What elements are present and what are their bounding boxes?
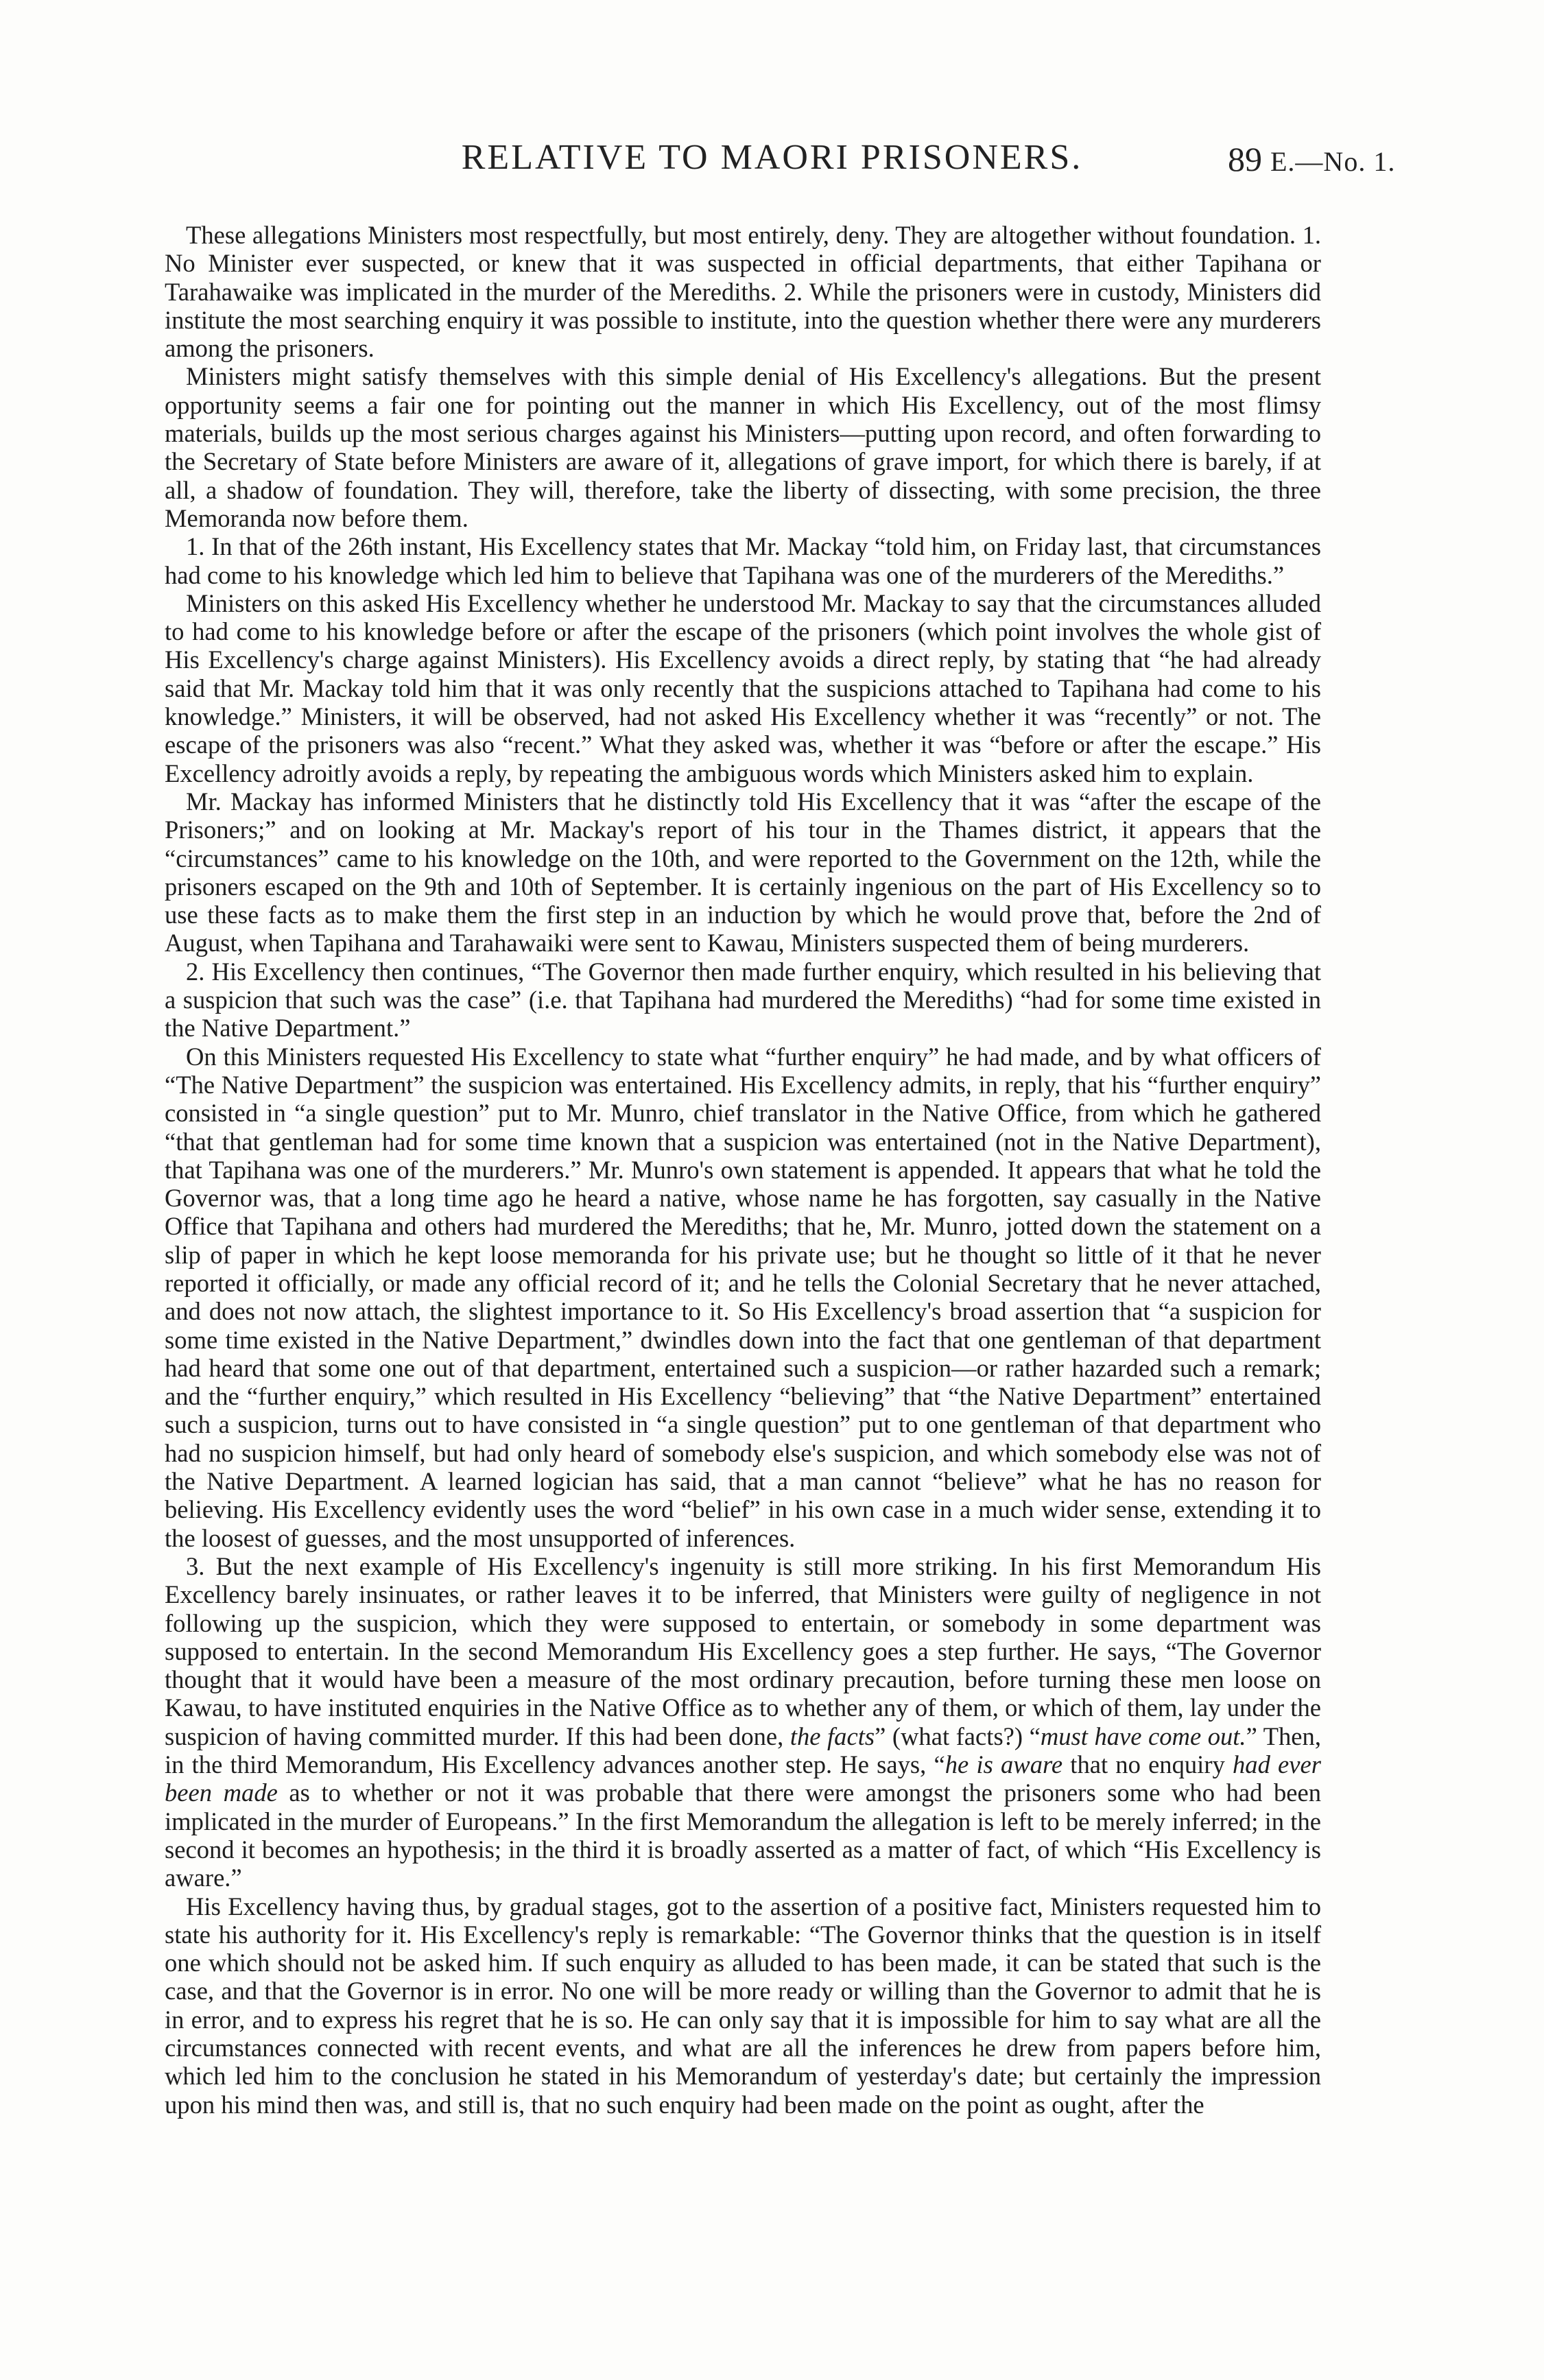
body-text — [165, 221, 1321, 2119]
paragraph — [165, 362, 1321, 532]
paragraph — [165, 787, 1321, 957]
text-run: Ministers on this asked His Excellency whether he understood Mr. Mackay to say that the circumstances alluded to had come to his knowledge before or after the escape of the prisoners (which point involves the whole gist of His Excellency's charge against Ministers). His Excellency avoids a direct reply, by stating that “he had already said that Mr. Mackay told him that it was only recently that the suspicions attached to Tapihana had come to his knowledge.” Ministers, it will be observed, had not asked His Excellency whether it was “recently” or not. The escape of the prisoners was also “recent.” What they asked was, whether it was “before or after the escape.” His Excellency adroitly avoids a reply, by repeating the ambiguous words which Ministers asked him to explain. — [165, 588, 1321, 787]
italic-text: he is aware — [945, 1750, 1063, 1779]
text-run: Ministers might satisfy themselves with this simple denial of His Excellency's allegations. But the present opportunity seems a fair one for pointing out the manner in which His Excellency, out of the most flimsy materials, builds up the most serious charges against his Ministers—putting upon record, and often forwarding to the Secretary of State before Ministers are aware of it, allegations of grave import, for which there is barely, if at all, a shadow of foundation. They will, therefore, take the liberty of dissecting, with some precision, the three Memoranda now before them. — [165, 362, 1321, 532]
paragraph — [165, 1043, 1321, 1552]
text-run: 1. In that of the 26th instant, His Excellency states that Mr. Mackay “told him, on Friday last, that circumstances had come to his knowledge which led him to believe that Tapihana was one of the murderers of the Merediths.” — [165, 532, 1321, 589]
text-run: as to whether or not it was probable that there were amongst the prisoners some who had been implicated in the murder of Europeans.” In the first Memorandum the allegation is left to be merely inferred; in the second it becomes an hypothesis; in the third it is broadly asserted as a matter of fact, of which “His Excellency is aware.” — [165, 1778, 1322, 1892]
page-number: 89 — [1228, 140, 1262, 178]
italic-text: must have come out. — [1040, 1722, 1246, 1750]
text-run: Mr. Mackay has informed Ministers that he distinctly told His Excellency that it was “after the escape of the Prisoners;” and on looking at Mr. Mackay's report of his tour in the Thames district, it appears that the “circumstances” came to his knowledge on the 10th, and were reported to the Government on the 12th, while the prisoners escaped on the 9th and 10th of September. It is certainly ingenious on the part of His Excellency so to use these facts as to make them the first step in an induction by which he would prove that, before the 2nd of August, when Tapihana and Tarahawaiki were sent to Kawau, Ministers suspected them of being murderers. — [165, 787, 1321, 957]
text-run: These allegations Ministers most respectfully, but most entirely, deny. They are altogether without foundation. 1. No Minister ever suspected, or knew that it was suspected in official departments, that either Tapihana or Tarahawaike was implicated in the murder of the Merediths. 2. While the prisoners were in custody, Ministers did institute the most searching enquiry it was possible to institute, into the question whether there were any murderers among the prisoners. — [165, 221, 1321, 363]
page-reference — [1228, 139, 1395, 179]
paragraph — [165, 589, 1321, 787]
text-run: His Excellency having thus, by gradual stages, got to the assertion of a positive fact, Ministers requested him to state his authority for it. His Excellency's reply is remarkable: “The Governor thinks that the question is in itself one which should not be asked him. If such enquiry as alluded to has been made, it can be stated that such is the case, and that the Governor is in error. No one will be more ready or willing than the Governor to admit that he is in error, and to express his regret that he is so. He can only say that it is impossible for him to say what are all the circumstances connected with recent events, and what are all the inferences he drew from papers before him, which led him to the conclusion he stated in his Memorandum of yesterday's date; but certainly the impression upon his mind then was, and still is, that no such enquiry had been made on the point as ought, after the — [165, 1892, 1321, 2119]
text-run: 2. His Excellency then continues, “The Governor then made further enquiry, which resulted in his believing that a suspicion that such was the case” (i.e. that Tapihana had murdered the Merediths) “had for some time existed in the Native Department.” — [165, 957, 1321, 1043]
series-number: E.—No. 1. — [1270, 146, 1396, 177]
paragraph — [165, 1892, 1321, 2119]
paragraph — [165, 532, 1321, 589]
text-run: On this Ministers requested His Excellency to state what “further enquiry” he had made, and by what officers of “The Native Department” the suspicion was entertained. His Excellency admits, in reply, that his “further enquiry” consisted in “a single question” put to Mr. Munro, chief translator in the Native Office, from which he gathered “that that gentleman had for some time known that a suspicion was entertained (not in the Native Department), that Tapihana was one of the murderers.” Mr. Munro's own statement is appended. It appears that what he told the Governor was, that a long time ago he heard a native, whose name he has forgotten, say casually in the Native Office that Tapihana and others had murdered the Merediths; that he, Mr. Munro, jotted down the statement on a slip of paper in which he kept loose memoranda for his private use; but he thought so little of it that he never reported it officially, or made any official record of it; and he tells the Colonial Secretary that he never attached, and does not now attach, the slightest importance to it. So His Excellency's broad assertion that “a suspicion for some time existed in the Native Department,” dwindles down into the fact that one gentleman of that department had heard that some one out of that department, entertained such a suspicion—or rather hazarded such a remark; and the “further enquiry,” which resulted in His Excellency “believing” that “the Native Department” entertained such a suspicion, turns out to have consisted in “a single question” put to one gentleman of that department who had no suspicion himself, but had only heard of somebody else's suspicion, and which somebody else was not of the Native Department. A learned logician has said, that a man cannot “believe” what he has no reason for believing. His Excellency evidently uses the word “belief” in his own case in a much wider sense, extending it to the loosest of guesses, and the most unsupported of inferences. — [165, 1042, 1321, 1552]
text-run: ” Then, in the third Memorandum, His Excellency advances another step. He says, “ — [165, 1722, 1321, 1779]
italic-text: the facts — [789, 1722, 875, 1750]
italic-text: had ever been made — [165, 1750, 1321, 1807]
text-run: 3. But the next example of His Excellency's ingenuity is still more striking. In his first Memorandum His Excellency barely insinuates, or rather leaves it to be inferred, that Ministers were guilty of negligence in not following up the suspicion, which they were supposed to entertain, or somebody in some department was supposed to entertain. In the second Memorandum His Excellency goes a step further. He says, “The Governor thought that it would have been a measure of the most ordinary precaution, before turning these men loose on Kawau, to have instituted enquiries in the Native Office as to whether any of them, or which of them, lay under the suspicion of having committed murder. If this had been done, — [165, 1551, 1321, 1750]
paragraph — [165, 957, 1321, 1043]
text-run: that no enquiry — [1062, 1750, 1233, 1779]
paragraph — [165, 1552, 1321, 1892]
running-title: RELATIVE TO MAORI PRISONERS. — [461, 138, 1083, 177]
text-run: ” (what facts?) “ — [875, 1722, 1041, 1750]
paragraph — [165, 221, 1321, 362]
